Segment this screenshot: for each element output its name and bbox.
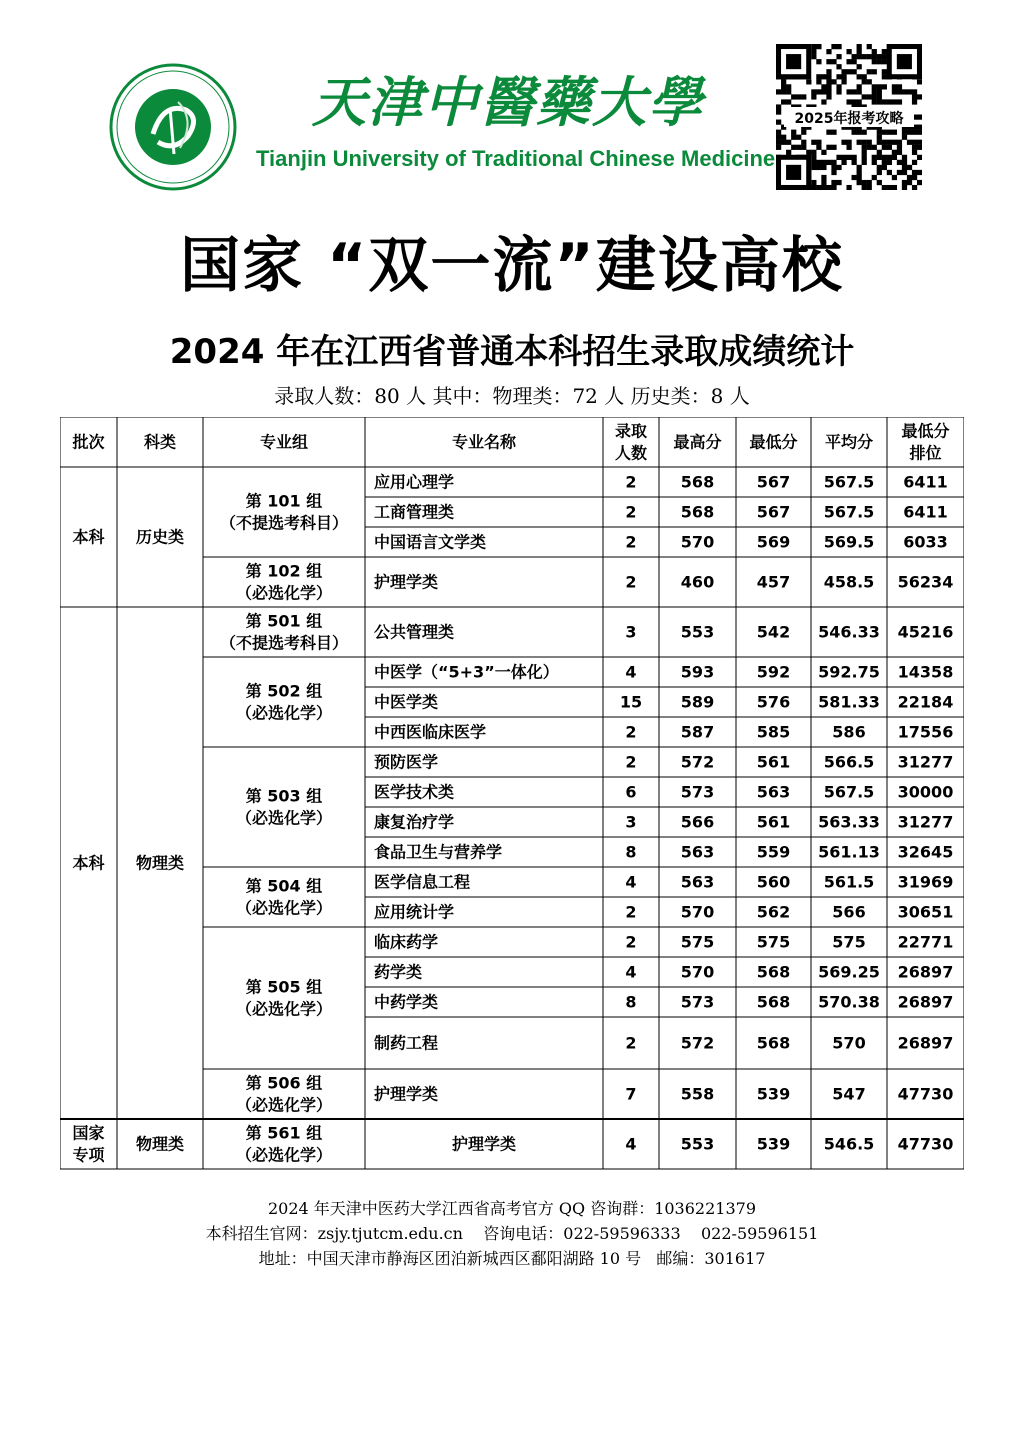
header-group: 专业组 — [259, 432, 309, 452]
major-group-cell: 第 503 组 — [245, 786, 323, 806]
header-enroll: 录取 — [614, 421, 648, 441]
major-group-cell: 第 501 组 — [245, 611, 323, 631]
min-score-rank: 14358 — [897, 662, 954, 682]
major-group-cell: （必选化学） — [235, 1095, 333, 1115]
page-footer — [0, 1196, 1024, 1271]
enroll-count: 6 — [625, 782, 637, 802]
subject-cell: 物理类 — [135, 1134, 185, 1154]
major-name: 中医学类 — [374, 692, 439, 712]
major-name: 中西医临床医学 — [374, 722, 487, 742]
min-score: 542 — [756, 622, 791, 642]
university-name-en: Tianjin University of Traditional Chinese Medicine — [256, 146, 776, 171]
enroll-count: 2 — [625, 532, 637, 552]
avg-score: 566 — [832, 902, 866, 922]
min-score-rank: 31969 — [897, 872, 954, 892]
min-score: 575 — [756, 932, 791, 952]
min-score: 539 — [756, 1134, 791, 1154]
min-score: 567 — [756, 502, 791, 522]
min-score: 567 — [756, 472, 791, 492]
max-score: 587 — [680, 722, 715, 742]
main-title: 国家 “双一流”建设高校 — [180, 231, 844, 301]
min-score-rank: 22771 — [897, 932, 954, 952]
batch-cell: 专项 — [72, 1145, 105, 1165]
enroll-count: 4 — [625, 962, 637, 982]
max-score: 570 — [680, 532, 715, 552]
min-score-rank: 31277 — [897, 752, 954, 772]
major-group-cell: （必选化学） — [235, 1145, 333, 1165]
min-score-rank: 30000 — [897, 782, 954, 802]
min-score: 561 — [756, 812, 791, 832]
max-score: 572 — [680, 752, 715, 772]
enroll-count: 4 — [625, 1134, 637, 1154]
avg-score: 546.5 — [823, 1134, 875, 1154]
avg-score: 575 — [832, 932, 866, 952]
subject-cell: 物理类 — [135, 853, 185, 873]
max-score: 573 — [680, 992, 715, 1012]
major-group-cell: 第 102 组 — [245, 561, 323, 581]
min-score-rank: 31277 — [897, 812, 954, 832]
enroll-count: 8 — [625, 842, 637, 862]
max-score: 553 — [680, 622, 715, 642]
batch-cell: 国家 — [72, 1123, 105, 1143]
min-score: 569 — [756, 532, 791, 552]
min-score-rank: 26897 — [897, 992, 954, 1012]
enroll-count: 2 — [625, 932, 637, 952]
major-name: 护理学类 — [451, 1134, 517, 1154]
major-group-cell: 第 502 组 — [245, 681, 323, 701]
max-score: 575 — [680, 932, 715, 952]
avg-score: 570.38 — [818, 992, 880, 1012]
enroll-count: 15 — [619, 692, 643, 712]
min-score-rank: 6411 — [903, 472, 948, 492]
enroll-count: 2 — [625, 502, 637, 522]
major-group-cell: （必选化学） — [235, 583, 333, 603]
min-score: 457 — [756, 572, 791, 592]
enroll-count: 2 — [625, 572, 637, 592]
enroll-count: 7 — [625, 1084, 637, 1104]
max-score: 573 — [680, 782, 715, 802]
enroll-count: 2 — [625, 472, 637, 492]
enroll-count: 2 — [625, 1033, 637, 1053]
subject-cell: 历史类 — [135, 527, 185, 547]
min-score: 568 — [756, 962, 791, 982]
min-score-rank: 47730 — [897, 1084, 954, 1104]
min-score-rank: 26897 — [897, 962, 954, 982]
enroll-count: 4 — [625, 872, 637, 892]
min-score-rank: 45216 — [897, 622, 954, 642]
avg-score: 569.5 — [823, 532, 875, 552]
avg-score: 569.25 — [818, 962, 880, 982]
major-name: 工商管理类 — [374, 502, 455, 522]
min-score-rank: 56234 — [897, 572, 954, 592]
major-name: 药学类 — [374, 962, 423, 982]
avg-score: 567.5 — [823, 782, 875, 802]
header-subject: 科类 — [143, 432, 177, 452]
university-seal-logo — [108, 62, 238, 192]
major-group-cell: 第 101 组 — [245, 491, 323, 511]
max-score: 572 — [680, 1033, 715, 1053]
max-score: 563 — [680, 872, 715, 892]
major-name: 康复治疗学 — [374, 812, 455, 832]
major-name: 公共管理类 — [374, 622, 455, 642]
avg-score: 561.13 — [818, 842, 880, 862]
major-group-cell: （必选化学） — [235, 999, 333, 1019]
header-avg: 平均分 — [824, 432, 874, 452]
max-score: 553 — [680, 1134, 715, 1154]
major-group-cell: （必选化学） — [235, 703, 333, 723]
min-score-rank: 22184 — [897, 692, 954, 712]
header-rank: 最低分 — [901, 421, 950, 441]
avg-score: 592.75 — [818, 662, 880, 682]
major-name: 制药工程 — [374, 1033, 439, 1053]
min-score-rank: 30651 — [897, 902, 954, 922]
major-name: 护理学类 — [374, 572, 439, 592]
avg-score: 567.5 — [823, 502, 875, 522]
major-group-cell: 第 505 组 — [245, 977, 323, 997]
major-group-cell: （不提选考科目） — [219, 513, 349, 533]
min-score: 539 — [756, 1084, 791, 1104]
enroll-count: 2 — [625, 902, 637, 922]
major-name: 预防医学 — [374, 752, 439, 772]
avg-score: 546.33 — [818, 622, 880, 642]
avg-score: 563.33 — [818, 812, 880, 832]
major-name: 应用统计学 — [374, 902, 455, 922]
max-score: 558 — [680, 1084, 715, 1104]
max-score: 566 — [680, 812, 715, 832]
major-name: 中药学类 — [374, 992, 439, 1012]
major-name: 食品卫生与营养学 — [374, 842, 503, 862]
header-max: 最高分 — [673, 432, 722, 452]
major-group-cell: 第 561 组 — [245, 1123, 323, 1143]
enrollment-summary: 录取人数：80 人 其中：物理类：72 人 历史类：8 人 — [274, 384, 750, 408]
major-name: 医学技术类 — [374, 782, 455, 802]
min-score-rank: 6411 — [903, 502, 948, 522]
avg-score: 566.5 — [823, 752, 875, 772]
max-score: 568 — [680, 472, 715, 492]
major-name: 临床药学 — [374, 932, 439, 952]
min-score-rank: 17556 — [897, 722, 954, 742]
max-score: 570 — [680, 902, 715, 922]
avg-score: 570 — [832, 1033, 866, 1053]
footer-qq-group: 2024 年天津中医药大学江西省高考官方 QQ 咨询群：1036221379 — [267, 1199, 756, 1218]
min-score: 559 — [756, 842, 791, 862]
max-score: 593 — [680, 662, 715, 682]
avg-score: 567.5 — [823, 472, 875, 492]
min-score: 568 — [756, 1033, 791, 1053]
qr-code[interactable] — [776, 44, 922, 190]
major-name: 中医学（“5+3”一体化） — [374, 662, 559, 682]
max-score: 460 — [680, 572, 715, 592]
major-group-cell: 第 504 组 — [245, 876, 323, 896]
major-group-cell: 第 506 组 — [245, 1073, 323, 1093]
header-batch: 批次 — [72, 432, 105, 452]
avg-score: 581.33 — [818, 692, 880, 712]
min-score-rank: 6033 — [903, 532, 948, 552]
min-score: 568 — [756, 992, 791, 1012]
min-score-rank: 32645 — [897, 842, 954, 862]
max-score: 589 — [680, 692, 715, 712]
major-name: 中国语言文学类 — [374, 532, 487, 552]
min-score: 561 — [756, 752, 791, 772]
min-score: 560 — [756, 872, 791, 892]
avg-score: 586 — [832, 722, 866, 742]
major-group-cell: （必选化学） — [235, 898, 333, 918]
avg-score: 458.5 — [823, 572, 875, 592]
batch-cell: 本科 — [72, 527, 105, 547]
batch-cell: 本科 — [72, 853, 105, 873]
enroll-count: 2 — [625, 722, 637, 742]
sub-title: 2024 年在江西省普通本科招生录取成绩统计 — [169, 332, 855, 372]
university-name-cn: 天津中醫藥大學 — [312, 70, 704, 134]
enroll-count: 3 — [625, 622, 637, 642]
footer-contact: 本科招生官网：zsjy.tjutcm.edu.cn 咨询电话：022-59596333 022-59596151 — [205, 1224, 819, 1243]
avg-score: 561.5 — [823, 872, 875, 892]
major-name: 护理学类 — [374, 1084, 439, 1104]
header-rank: 排位 — [909, 443, 942, 463]
min-score: 562 — [756, 902, 791, 922]
footer-address: 地址：中国天津市静海区团泊新城西区鄱阳湖路 10 号 邮编：301617 — [258, 1249, 766, 1268]
qr-caption: 2025年报考攻略 — [794, 111, 904, 127]
min-score: 576 — [756, 692, 791, 712]
max-score: 570 — [680, 962, 715, 982]
major-group-cell: （不提选考科目） — [219, 633, 349, 653]
min-score: 592 — [756, 662, 791, 682]
enroll-count: 8 — [625, 992, 637, 1012]
min-score-rank: 47730 — [897, 1134, 954, 1154]
max-score: 563 — [680, 842, 715, 862]
enroll-count: 2 — [625, 752, 637, 772]
header-enroll: 人数 — [614, 443, 648, 463]
major-name: 应用心理学 — [374, 472, 455, 492]
enroll-count: 4 — [625, 662, 637, 682]
min-score: 585 — [756, 722, 791, 742]
major-group-cell: （必选化学） — [235, 808, 333, 828]
major-name: 医学信息工程 — [374, 872, 471, 892]
page-header — [0, 0, 1024, 200]
min-score-rank: 26897 — [897, 1033, 954, 1053]
max-score: 568 — [680, 502, 715, 522]
header-major: 专业名称 — [451, 432, 517, 452]
avg-score: 547 — [832, 1084, 866, 1104]
header-min: 最低分 — [749, 432, 798, 452]
min-score: 563 — [756, 782, 791, 802]
enroll-count: 3 — [625, 812, 637, 832]
score-table — [60, 417, 964, 1171]
